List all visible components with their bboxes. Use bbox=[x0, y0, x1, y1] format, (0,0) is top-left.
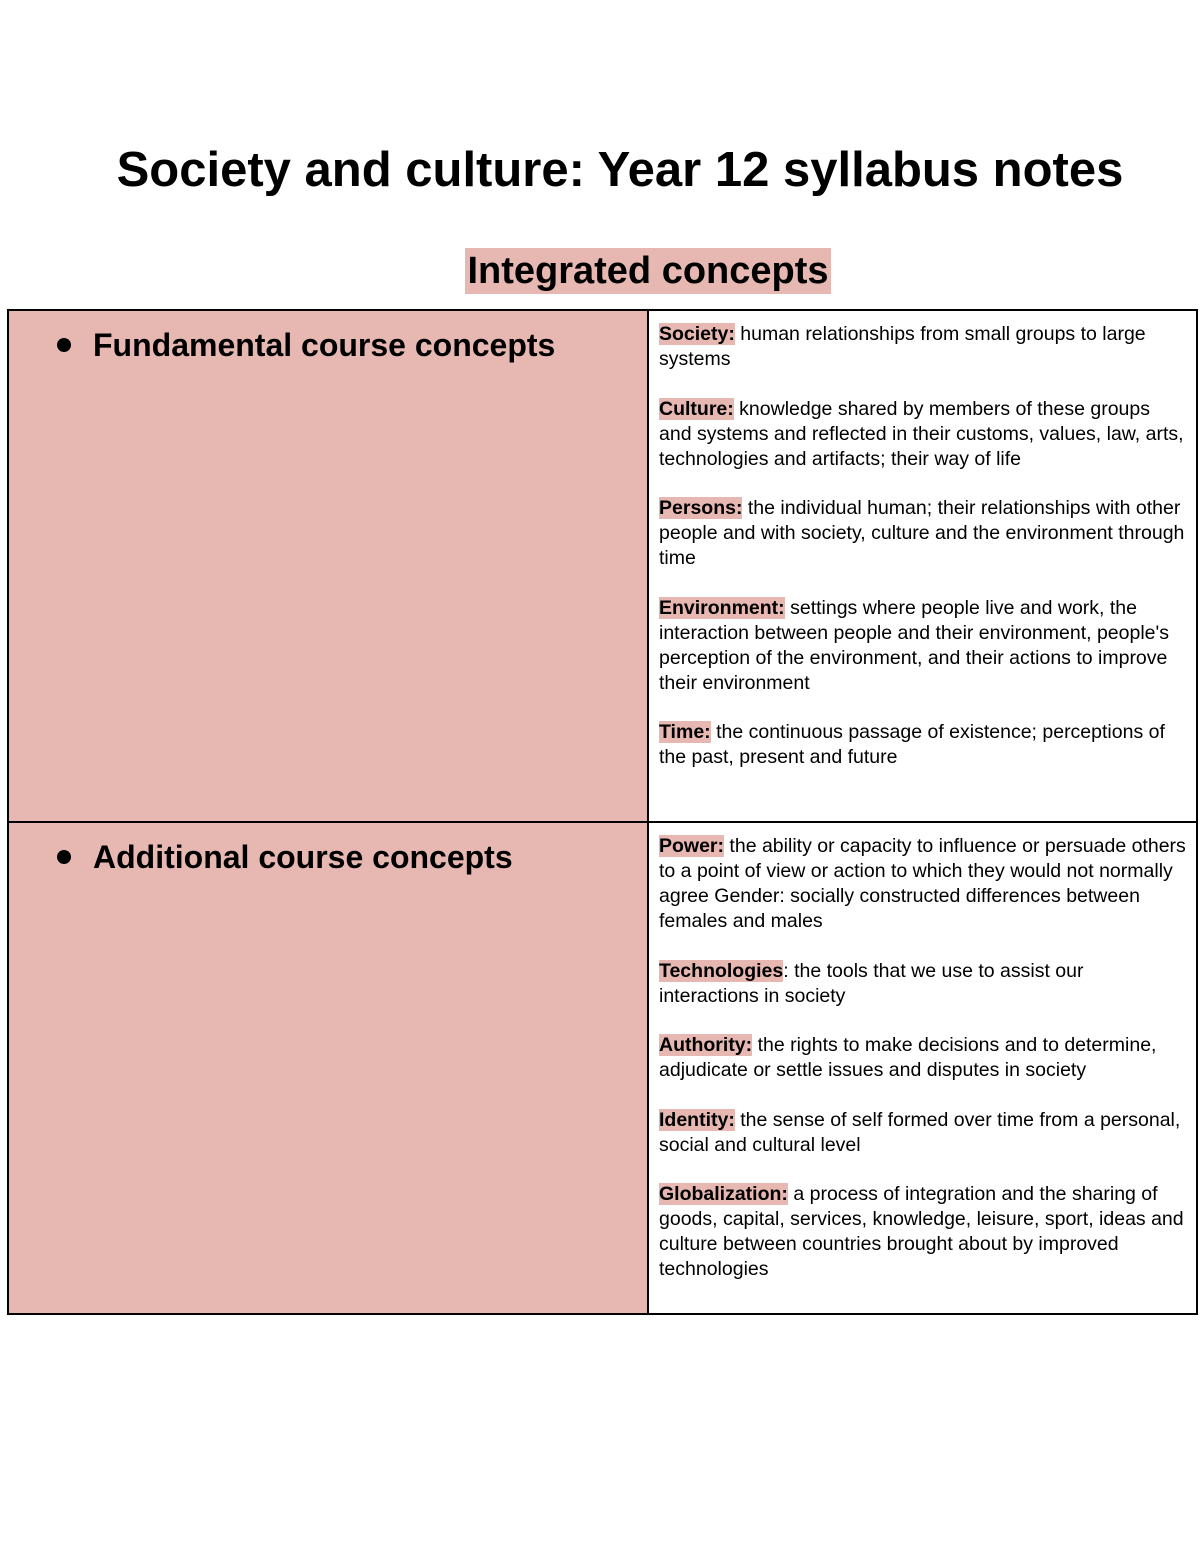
definitions-cell-additional bbox=[648, 822, 1197, 1314]
concept-table bbox=[7, 309, 1198, 1315]
definition-list bbox=[649, 823, 1196, 1282]
definition-text: a process of integration and the sharing of goods, capital, services, knowledge, leisure, sport, ideas and culture between countries brought about by improved technologies bbox=[659, 1183, 1184, 1280]
group-label-text: Additional course concepts bbox=[93, 839, 513, 875]
definition-power bbox=[659, 834, 1186, 934]
term-time: Time: bbox=[659, 721, 711, 743]
term-authority: Authority: bbox=[659, 1034, 753, 1056]
definition-text: : the tools that we use to assist our interactions in society bbox=[659, 959, 1084, 1007]
term-power: Power: bbox=[659, 835, 725, 857]
definition-text: the continuous passage of existence; perceptions of the past, present and future bbox=[659, 721, 1165, 768]
definition-authority bbox=[659, 1033, 1186, 1083]
definition-technologies bbox=[659, 959, 1186, 1009]
definition-environment bbox=[659, 596, 1186, 696]
term-culture: Culture: bbox=[659, 397, 734, 420]
table-row-fundamental bbox=[8, 310, 1197, 822]
group-cell-fundamental bbox=[8, 310, 648, 822]
definition-society bbox=[659, 322, 1186, 372]
definition-globalization bbox=[659, 1182, 1186, 1282]
group-label-text: Fundamental course concepts bbox=[93, 327, 556, 363]
definition-text: the sense of self formed over time from a personal, social and cultural level bbox=[659, 1108, 1181, 1156]
bullet-icon bbox=[57, 850, 71, 864]
definition-culture bbox=[659, 397, 1186, 472]
group-cell-additional bbox=[8, 822, 648, 1314]
definition-identity bbox=[659, 1108, 1186, 1158]
term-society: Society: bbox=[659, 323, 735, 345]
definition-text: settings where people live and work, the interaction between people and their environment, people's perception of the environment, and their actions to improve their environment bbox=[659, 596, 1169, 694]
definition-list bbox=[649, 311, 1196, 770]
group-label-fundamental bbox=[9, 311, 647, 364]
definition-text: human relationships from small groups to large systems bbox=[659, 323, 1146, 370]
definition-persons bbox=[659, 496, 1186, 571]
definitions-cell-fundamental bbox=[648, 310, 1197, 822]
term-identity: Identity: bbox=[659, 1108, 735, 1131]
term-technologies: Technologies bbox=[659, 959, 784, 982]
page-title: Society and culture: Year 12 syllabus notes bbox=[116, 143, 1124, 197]
term-environment: Environment: bbox=[659, 596, 785, 619]
definition-text: the ability or capacity to influence or persuade others to a point of view or action to which they would not normally agree Gender: socially constructed differences between females and males bbox=[659, 835, 1186, 932]
section-heading: Integrated concepts bbox=[467, 250, 829, 292]
group-label-additional bbox=[9, 823, 647, 876]
definition-text: knowledge shared by members of these groups and systems and reflected in their customs, values, law, arts, technologies and artifacts; their way of life bbox=[659, 397, 1184, 470]
section-heading-wrap bbox=[0, 248, 1200, 294]
term-persons: Persons: bbox=[659, 497, 743, 519]
term-globalization: Globalization: bbox=[659, 1183, 788, 1205]
definition-text: the individual human; their relationships with other people and with society, culture and the environment through time bbox=[659, 497, 1185, 569]
table-row-additional bbox=[8, 822, 1197, 1314]
definition-text: the rights to make decisions and to determine, adjudicate or settle issues and disputes in society bbox=[659, 1034, 1157, 1081]
bullet-icon bbox=[57, 338, 71, 352]
definition-time bbox=[659, 720, 1186, 770]
